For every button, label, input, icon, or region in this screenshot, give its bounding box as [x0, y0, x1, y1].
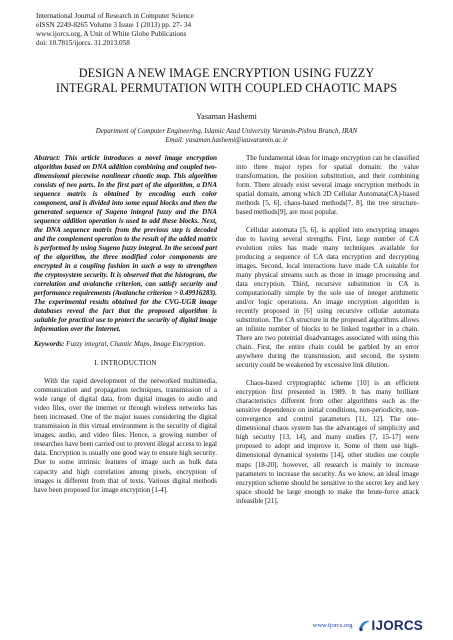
body-paragraph-2: Cellular automata [5, 6], is applied into encrypting images due to having several strengths. First, large number of CA evolution rules has made many techniques available for producing a sequence of CA data encryption and decrypting images. Second, local interactions have made CA suitable for many physical streams such as those in image processing and data encryption. Third, recursive substitution in CA is computationally simple by the sole use of integer arithmetic and/or logic operations. An image encryption algorithm is recently proposed in [6] using recursive cellular automata substitution. The CA structure in the proposed algorithms allows an infinite number of blocks to be linked together in a chain. There are two potential disadvantages associated with using this chain. First, the entire chain could be garbled by an error anywhere during the transmission, and second, the system security could be weakened by excessive link dilution. — [236, 226, 419, 370]
journal-website: www.ijorcs.org, A Unit of White Globe Publications — [36, 30, 187, 39]
right-column — [236, 154, 419, 506]
journal-header — [36, 12, 194, 48]
intro-paragraph-1: With the rapid development of the networked multimedia, communication and propagation techniques, transmission of a wide range of digital data, from digital images to audio and video files, over the internet or through wireless networks has been increased. One of the major issues considering the digital transmission in this virtual environment is the security of digital images, audio, and video files. Hence, a growing number of researches have been carried out to prevent illegal access to legal data. Encryption is usually one good way to ensure high security. Due to some intrinsic features of image such as bulk data capacity and high correlation among pixels, encryption of images is different from that of texts. Various digital methods have been proposed for image encryption [1-4]. — [34, 377, 217, 494]
page-footer — [313, 617, 423, 633]
section-heading-introduction: I. INTRODUCTION — [94, 359, 157, 368]
footer-url-link[interactable]: www.ijorcs.org — [312, 621, 353, 629]
author-affiliation: Department of Computer Engineering, Islamic Azad University Varamin-Pishva Branch, IRAN — [95, 128, 358, 135]
body-paragraph-3: Chaos-based cryptographic scheme [10] is an efficient encryption first presented in 1989. It has many brilliant characteristics different from other algorithms such as the sensitive dependence on initial conditions, non-periodicity, non-convergence and control parameters [11, 12]. The one-dimensional chaos system has the advantages of simplicity and high security [13, 14], and many studies [7, 15-17] were proposed to adopt and improve it. Some of them use high-dimensional dynamical systems [14], other studies use couple maps [18-20]; however, all research is mainly to increase parameters to increase the security. As we know, an ideal image encryption scheme should be sensitive to the secret key and key space should be large enough to make the brute-force attack infeasible [21]. — [236, 379, 419, 505]
journal-doi: doi: 10.7815/ijorcs. 31.2013.058 — [36, 39, 130, 48]
keywords — [34, 340, 217, 349]
journal-name: International Journal of Research in Computer Science — [36, 12, 194, 20]
paper-title — [28, 66, 425, 96]
abstract-label: Abstract: — [34, 154, 61, 162]
title-line-1: DESIGN A NEW IMAGE ENCRYPTION USING FUZZY — [78, 66, 375, 80]
author-affiliation-block — [0, 127, 453, 145]
left-column — [34, 154, 217, 495]
author-name: Yasaman Hashemi — [196, 112, 257, 121]
logo-text: IJORCS — [371, 617, 423, 633]
body-paragraph-1: The fundamental ideas for image encryption can be classified into three major types for spatial domain: the value transformation, the position substitution, and their combining form. There already exist several image encryption methods in spatial domain, among which 2D Cellular Automata(CA)-based methods [5, 6], chaos-based methods[7, 8], the tree structure-based methods[9], are most popular. — [236, 154, 419, 217]
journal-issn: eISSN 2249-8265 Volume 3 Issue 1 (2013) pp. 27- 34 — [36, 21, 192, 30]
abstract — [34, 154, 217, 334]
title-line-2: INTEGRAL PERMUTATION WITH COUPLED CHAOTIC MAPS — [55, 81, 398, 95]
logo-swoosh-icon — [357, 618, 371, 632]
keywords-text: Fuzzy integral, Chaotic Maps, Image Encryption. — [66, 340, 206, 349]
ijorcs-logo — [357, 617, 423, 633]
author-email: Email: yasaman.hashemi@iauvaramin.ac.ir — [165, 137, 288, 144]
abstract-text: This article introduces a novel image encryption algorithm based on DNA addition combining and coupled two-dimensional piecewise nonlinear chaotic map. This algorithm consists of two parts. In the first part of the algorithm, a DNA sequence matrix is obtained by encoding each color component, and is divided into some equal blocks and then the generated sequence of Sugeno integral fuzzy and the DNA sequence addition operation is used to add these blocks. Next, the DNA sequence matrix from the previous step is decoded and the complement operation to the result of the added matrix is performed by using Sugeno fuzzy integral. In the second part of the algorithm, the three modified color components are encrypted in a coupling fashion in such a way to strengthen the cryptosystem security. It is observed that the histogram, the correlation and avalanche criterion, can satisfy security and performance requirements (Avalanche criterion > 0.49916283). The experimental results obtained for the CVG-UGR image databases reveal the fact that the proposed algorithm is suitable for practical use to protect the security of digital image information over the Internet. — [34, 154, 218, 334]
keywords-label: Keywords: — [34, 340, 65, 349]
